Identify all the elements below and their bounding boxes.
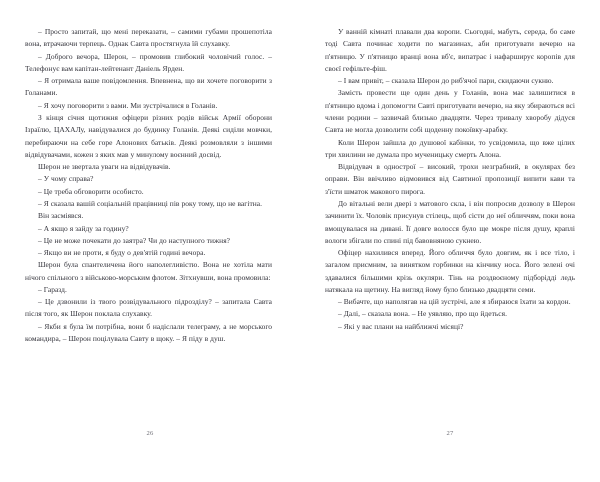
paragraph: Шерон не звертала уваги на відвідувачів.	[38, 162, 171, 172]
paragraph: У ванній кімнаті плавали два коропи. Сьогодні, мабуть, середа, бо саме тоді Савта починає ходити по магазинах, аби приготувати вечерю на п'ятницю. У п'ятницю вранці вона вб'є, випатрає і нафарширує коропів для своєї гефільте-фіш.	[325, 27, 575, 73]
paragraph: До вітальні вели двері з матового скла, і він попросив дозволу в Шерон зачинити їх. Чоловік присунув стілець, щоб сісти до неї обличчям, поки вона вмощувалася на дивані. Її довге волосся було ще мокре після душу, краплі вологи збігали по спині під бавовняною сукнею.	[325, 198, 575, 245]
paragraph: – Якщо ви не проти, я буду о дев'ятій годині вечора.	[38, 248, 206, 258]
page-left-text	[25, 26, 272, 345]
paragraph: – Це дзвонили із твого розвідувального підрозділу? – запитала Савта після того, як Шерон поклала слухавку.	[25, 297, 272, 319]
paragraph: – Якби я була їм потрібна, вони б надіслали телеграму, а не морського командира, – Шерон поцілувала Савту в щоку. – Я піду в душ.	[25, 321, 272, 344]
paragraph: – Доброго вечора, Шерон, – промовив глибокий чоловічий голос. – Телефонує вам капітан-лейтенант Даніель Ярден.	[25, 51, 272, 73]
paragraph: Коли Шерон зайшла до душової кабінки, то усвідомила, що вже цілих три хвилини не думала про мученицьку смерть Алона.	[325, 137, 575, 159]
paragraph: – Я отримала ваше повідомлення. Впевнена, що ви хочете поговорити з Голанами.	[25, 76, 272, 98]
page-right-text	[325, 26, 575, 333]
paragraph: – Це не може почекати до заятра? Чи до наступного тижня?	[38, 235, 230, 245]
paragraph: Шерон була спантеличена його наполегливістю. Вона не хотіла мати нічого спільного з військово-морським флотом. Зітхнувши, вона промовила:	[25, 260, 272, 282]
paragraph: – Просто запитай, що мені переказати, – самими губами прошепотіла вона, втрачаючи терпець. Однак Савта простягнула їй слухавку.	[25, 27, 272, 49]
paragraph: – Які у вас плани на найближчі місяці?	[338, 321, 464, 331]
paragraph: – Я сказала вашій соціальній працівниці пів року тому, що не вагітна.	[38, 198, 262, 208]
paragraph: З кінця січня щотижня офіцери різних родів військ Армії оборони Ізраїлю, ЦАХАЛу, навідувалися до будинку Голанів. Деякі сиділи мовчки, перебираючи на себе горе Алонових батьків. Деякі розмовляли з іншими відвідувачами, кожен з яких мав у минулому воєнний досвід.	[25, 112, 272, 159]
paragraph: – Гаразд.	[38, 284, 67, 294]
paragraph: – У чому справа?	[38, 174, 94, 184]
paragraph: Офіцер нахилився вперед. Його обличчя було довгим, як і все тіло, і загалом присмним, за винятком горбинки на кінчику носа. Його зелені очі здавалися більшими крізь окуляри. Тінь на роздвоєному підборідді ледь натякала на щетину. На вигляд йому було близько двадцяти семи.	[325, 248, 575, 294]
page-number-right: 27	[446, 430, 454, 437]
page-number-left: 26	[146, 430, 154, 437]
paragraph: – Я хочу поговорити з вами. Ми зустрічалися в Голанів.	[38, 100, 218, 110]
paragraph: – І вам привіт, – сказала Шерон до риб'ячої пари, скидаючи сукню.	[338, 76, 554, 86]
page-right	[300, 0, 600, 482]
paragraph: – Це треба обговорити особисто.	[38, 186, 144, 196]
paragraph: Замість провести ще один день у Голанів, вона має залишитися в п'ятницю вдома і допомогти Савті приготувати вечерю, на яку збираються всі члени родини – зазвичай близько двадцяти. Через тривалу хворобу дідуся Савта не могла дозволити собі щоденну покоївку-арабку.	[325, 88, 575, 135]
paragraph: – Далі, – сказала вона. – Не уявляю, про що йдеться.	[338, 309, 507, 319]
paragraph: Відвідувач в однострої – високий, трохи незграбний, в окулярах без оправи. Він ввічливо відмовився від Савтиної пропозиції випити кави та з'їсти шматок макового пирога.	[325, 162, 575, 196]
paragraph: Він засміявся.	[38, 211, 84, 221]
paragraph: – Вибачте, що наполягав на цій зустрічі, але я збираюся їхати за кордон.	[338, 297, 571, 307]
paragraph: – А якщо я зайду за годину?	[38, 223, 129, 233]
